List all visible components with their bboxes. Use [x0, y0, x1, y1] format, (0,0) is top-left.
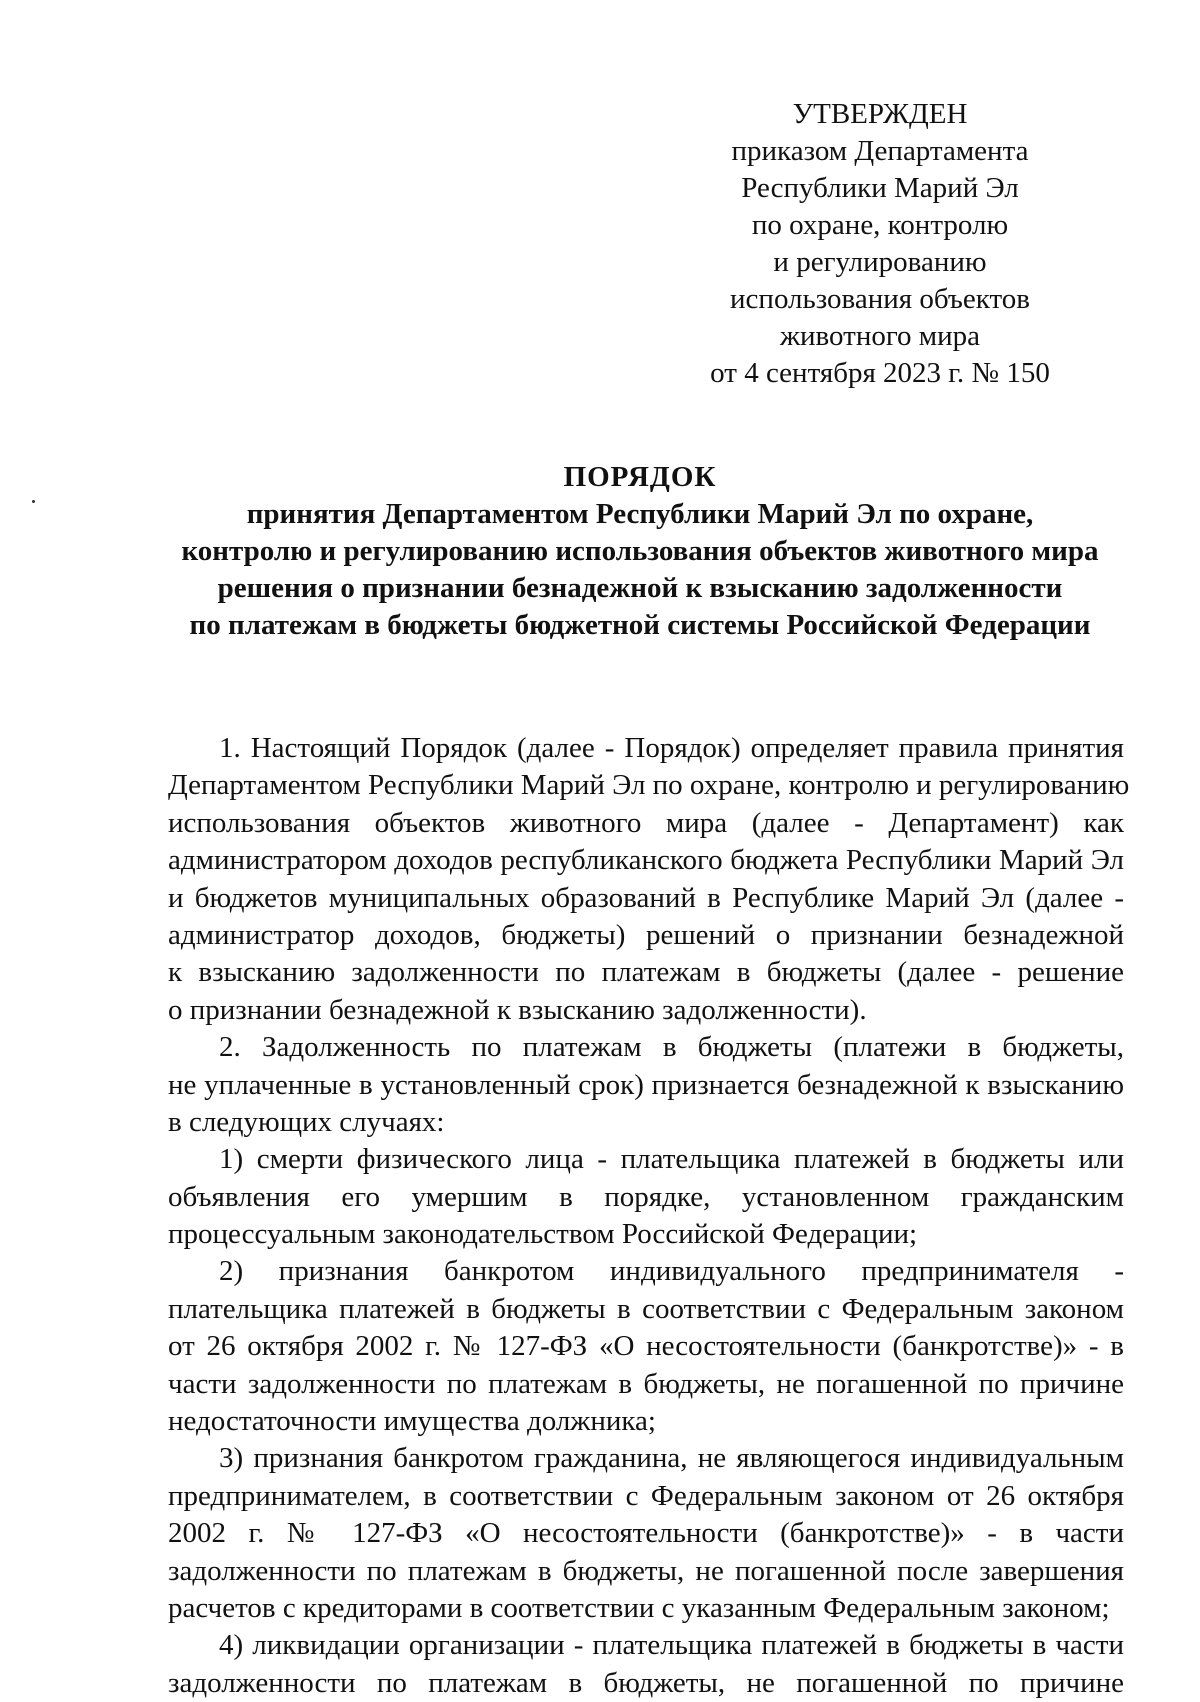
paragraph-2-line: в следующих случаях: [168, 1105, 445, 1138]
item-1-line: процессуальным законодательством Российской Федерации; [168, 1218, 918, 1251]
paragraph-1-line: к взысканию задолженности по платежам в бюджеты (далее - решение [168, 956, 1124, 989]
paragraph-1-line: использования объектов животного мира (далее - Департамент) как [168, 806, 1124, 839]
item-3-line: задолженности по платежам в бюджеты, не погашенной после завершения [168, 1554, 1124, 1587]
title-line: по платежам в бюджеты бюджетной системы Российской Федерации [189, 609, 1091, 641]
paragraph-2-line: не уплаченные в установленный срок) признается безнадежной к взысканию [168, 1068, 1124, 1101]
approval-stamp [700, 96, 1060, 392]
paragraph-1-line: и бюджетов муниципальных образований в Республике Марий Эл (далее - [168, 881, 1124, 914]
item-3-line: 2002 г. № 127-ФЗ «О несостоятельности (банкротстве)» - в части [168, 1517, 1124, 1550]
approval-line: и регулированию [773, 246, 987, 278]
approval-line: от 4 сентября 2023 г. № 150 [710, 357, 1050, 389]
item-4-line: задолженности по платежам в бюджеты, не погашенной по причине [168, 1666, 1124, 1699]
title-heading: ПОРЯДОК [563, 461, 717, 493]
item-2-line: от 26 октября 2002 г. № 127-ФЗ «О несостоятельности (банкротстве)» - в [168, 1330, 1124, 1363]
item-3-line: расчетов с кредиторами в соответствии с указанным Федеральным законом; [168, 1591, 1110, 1624]
document-title [160, 459, 1120, 644]
item-3-line: 3) признания банкротом гражданина, не являющегося индивидуальным [219, 1442, 1124, 1475]
item-4-line: 4) ликвидации организации - плательщика платежей в бюджеты в части [219, 1629, 1124, 1662]
approval-line: Республики Марий Эл [741, 172, 1019, 204]
approval-line: животного мира [779, 320, 981, 352]
title-line: контролю и регулированию использования объектов животного мира [181, 535, 1099, 567]
item-3-line: предпринимателем, в соответствии с Федеральным законом от 26 октября [168, 1479, 1124, 1512]
approval-line: УТВЕРЖДЕН [792, 98, 968, 130]
paragraph-1-line: администратором доходов республиканского бюджета Республики Марий Эл [168, 844, 1124, 877]
item-2-line: плательщика платежей в бюджеты в соответствии с Федеральным законом [168, 1292, 1124, 1325]
paragraph-1-line: Департаментом Республики Марий Эл по охране, контролю и регулированию [168, 769, 1130, 802]
title-line: решения о признании безнадежной к взысканию задолженности [217, 572, 1063, 604]
paragraph-1-line: администратор доходов, бюджеты) решений о признании безнадежной [168, 918, 1124, 951]
scan-dot [32, 500, 35, 503]
item-2-line: части задолженности по платежам в бюджеты, не погашенной по причине [168, 1367, 1124, 1400]
item-2-line: 2) признания банкротом индивидуального предпринимателя - [219, 1255, 1124, 1288]
item-2-line: недостаточности имущества должника; [168, 1405, 656, 1438]
title-line: принятия Департаментом Республики Марий Эл по охране, [246, 498, 1034, 530]
item-1-line: 1) смерти физического лица - плательщика платежей в бюджеты или [219, 1143, 1124, 1176]
approval-line: по охране, контролю [751, 209, 1009, 241]
approval-line: приказом Департамента [731, 135, 1029, 167]
paragraph-1-line: о признании безнадежной к взысканию задолженности). [168, 993, 867, 1026]
document-body [168, 730, 1130, 1702]
approval-line: использования объектов [730, 283, 1030, 315]
item-1-line: объявления его умершим в порядке, установленном гражданским [168, 1180, 1124, 1213]
paragraph-1-line: 1. Настоящий Порядок (далее - Порядок) определяет правила принятия [219, 732, 1124, 764]
paragraph-2-line: 2. Задолженность по платежам в бюджеты (платежи в бюджеты, [219, 1031, 1124, 1064]
